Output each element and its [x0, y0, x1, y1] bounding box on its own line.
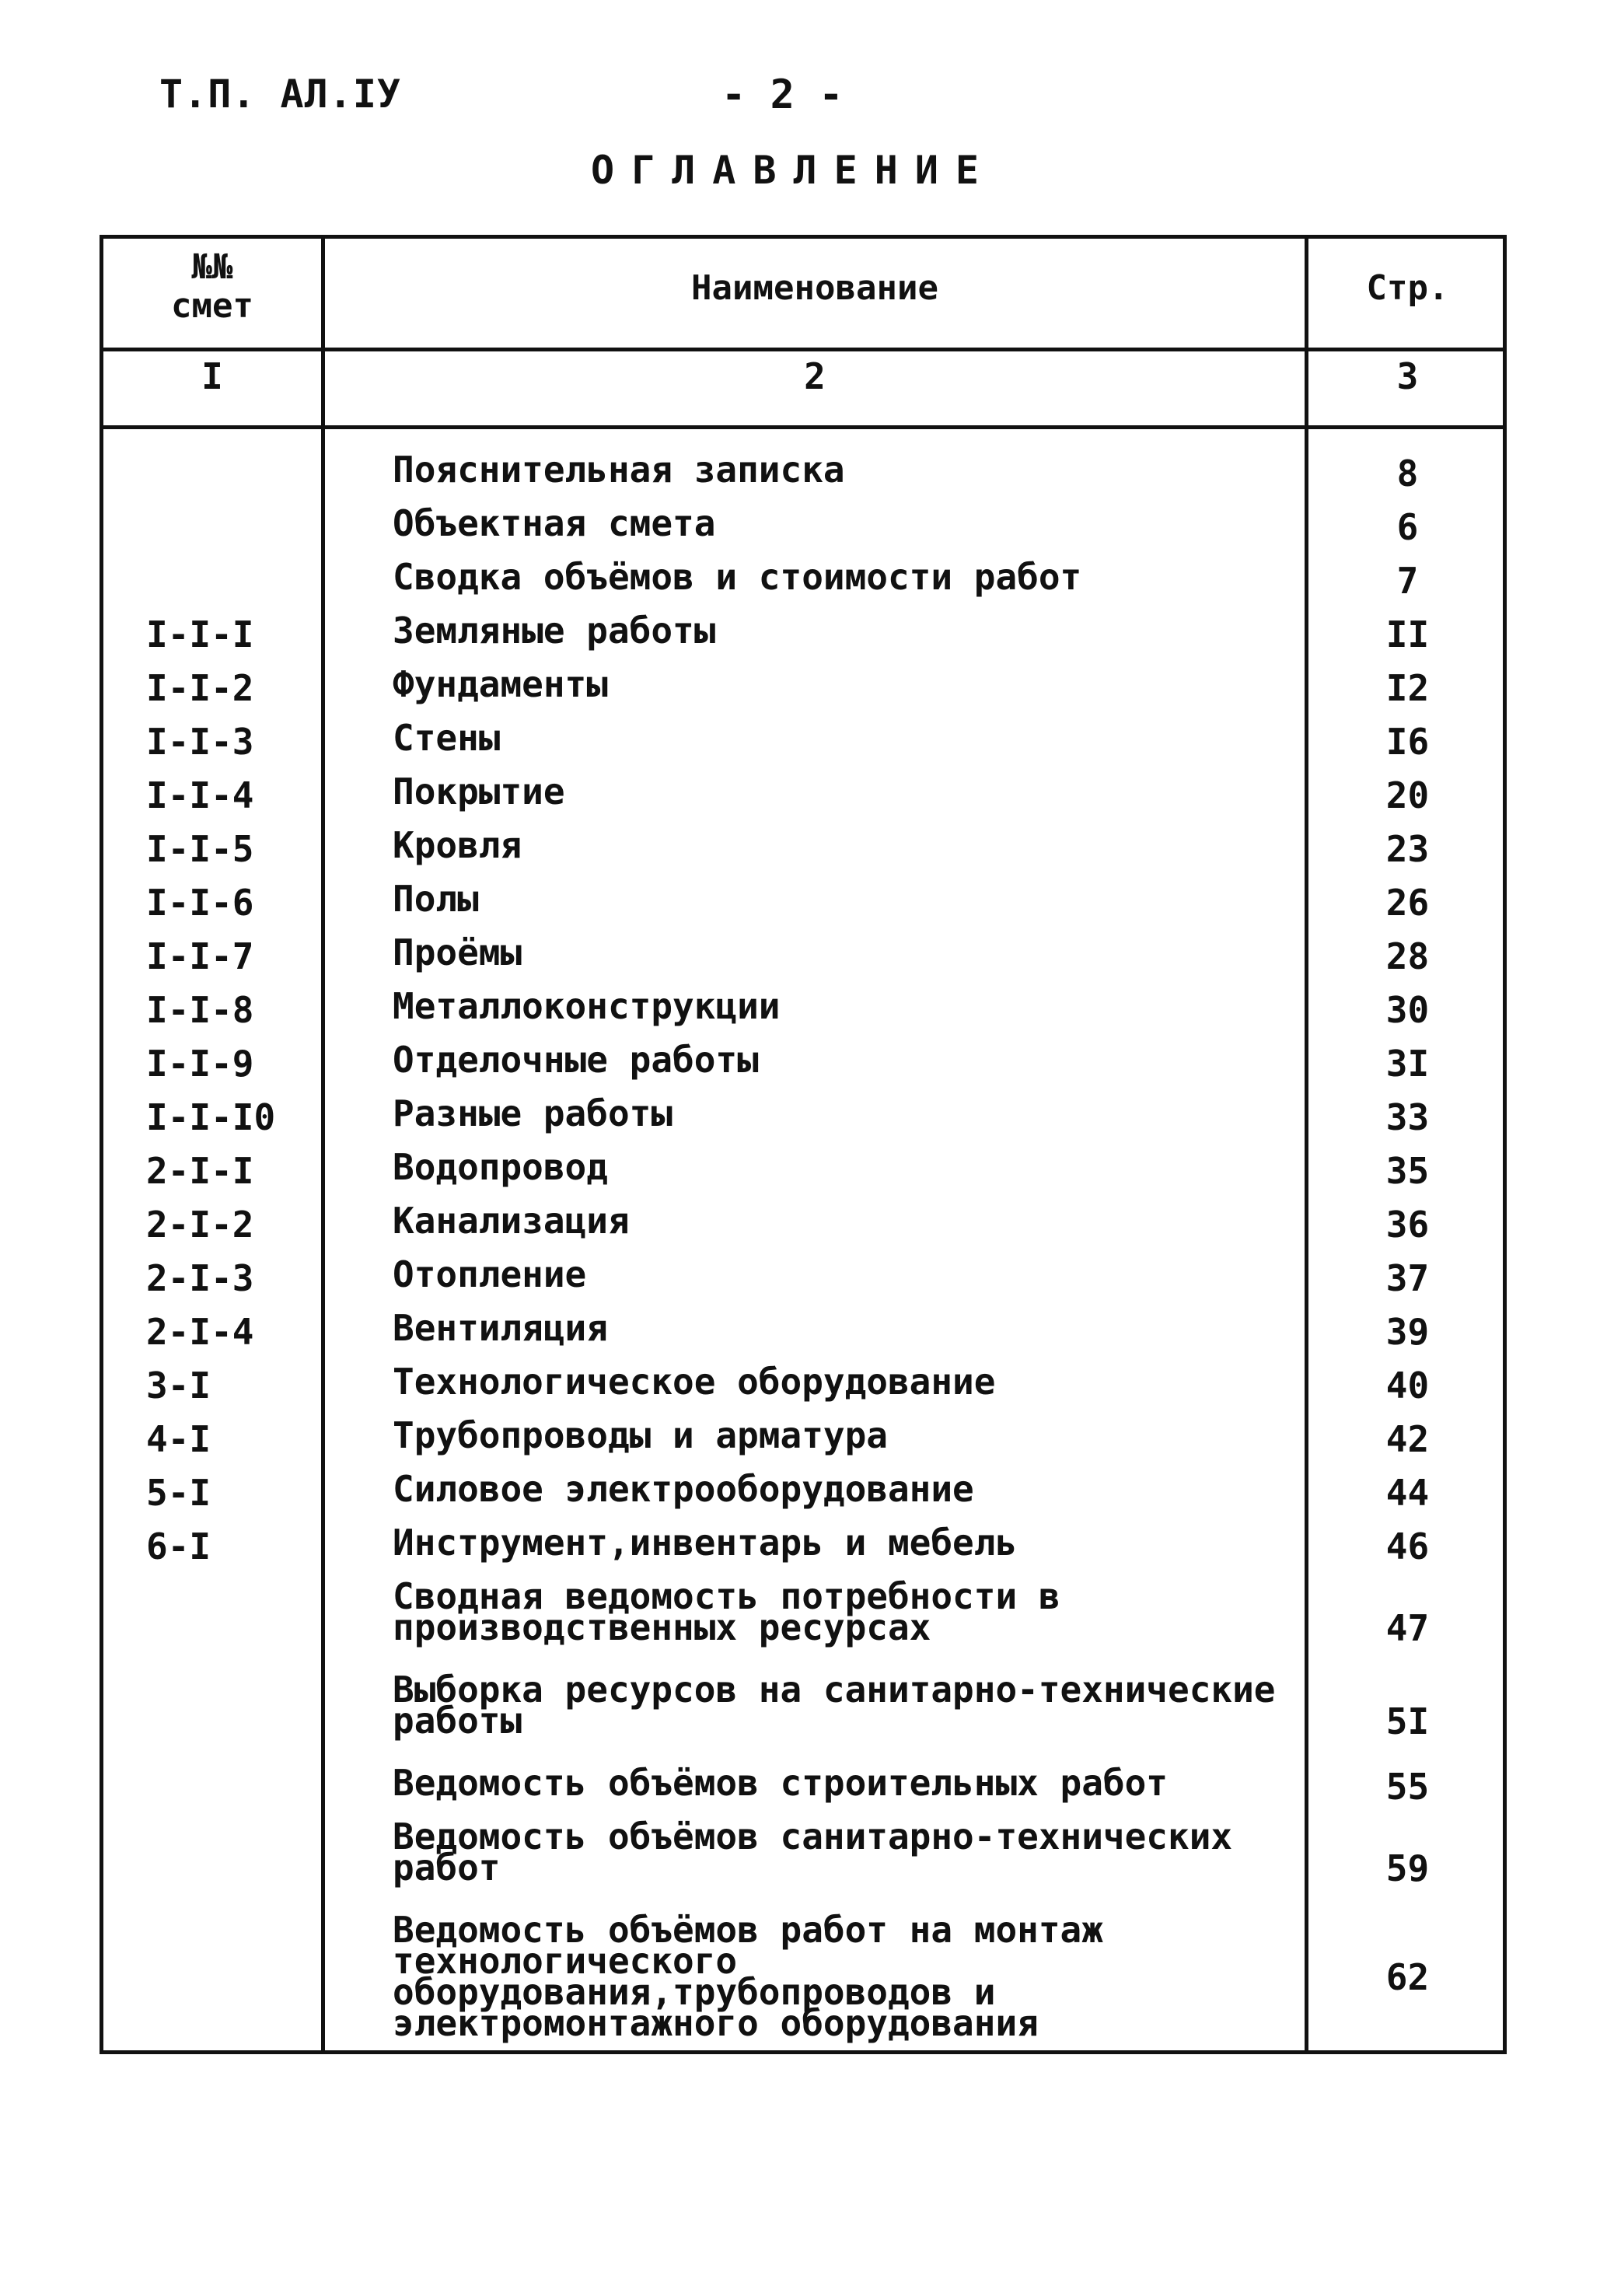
estimate-number: I-I-5 [146, 828, 254, 870]
section-name: Кровля [393, 824, 522, 866]
table-row [103, 606, 1503, 659]
row-divider [103, 425, 1503, 429]
table-row [103, 498, 1503, 552]
estimate-number: I-I-4 [146, 774, 254, 816]
page-reference: 6 [1396, 506, 1419, 548]
section-name: Сводная ведомость потребности в производственных ресурсах [393, 1575, 1060, 1648]
contents-rows [103, 445, 1503, 2044]
section-name: Проёмы [393, 931, 522, 973]
page-reference: 44 [1385, 1472, 1430, 1514]
estimate-number: I-I-8 [146, 989, 254, 1031]
page-reference: 46 [1385, 1525, 1430, 1567]
estimate-number: 4-I [146, 1418, 211, 1460]
estimate-number: 5-I [146, 1472, 211, 1514]
table-row [103, 1812, 1503, 1905]
page-reference: 8 [1396, 453, 1419, 494]
page-reference: I6 [1385, 721, 1430, 763]
section-name: Инструмент,инвентарь и мебель [393, 1522, 1018, 1564]
page-reference: 40 [1385, 1365, 1430, 1407]
estimate-number: I-I-9 [146, 1043, 254, 1085]
column-number-1: I [201, 355, 223, 397]
section-name: Отопление [393, 1253, 587, 1295]
page-number: - 2 - [721, 72, 844, 118]
page-reference: I2 [1385, 667, 1430, 709]
row-divider [103, 348, 1503, 351]
page-reference: 20 [1385, 774, 1430, 816]
table-row [103, 1905, 1503, 2044]
table-row [103, 981, 1503, 1035]
estimate-number: 6-I [146, 1525, 211, 1567]
table-row [103, 1410, 1503, 1464]
column-header-name: Наименование [691, 268, 938, 308]
section-name: Ведомость объёмов строительных работ [393, 1762, 1168, 1804]
estimate-number: I-I-I [146, 613, 254, 655]
page-reference: II [1385, 613, 1430, 655]
page-reference: 37 [1385, 1257, 1430, 1299]
section-name: Водопровод [393, 1146, 608, 1188]
estimate-number: I-I-2 [146, 667, 254, 709]
table-row [103, 1665, 1503, 1758]
estimate-number: 3-I [146, 1365, 211, 1407]
page-reference: 30 [1385, 989, 1430, 1031]
section-name: Отделочные работы [393, 1039, 759, 1081]
table-row [103, 1196, 1503, 1249]
estimate-number: 2-I-3 [146, 1257, 254, 1299]
page-reference: 36 [1385, 1204, 1430, 1246]
section-name: Покрытие [393, 771, 565, 813]
section-name: Разные работы [393, 1092, 673, 1134]
section-name: Фундаменты [393, 663, 608, 705]
contents-table [100, 235, 1507, 2054]
page-reference: 7 [1396, 560, 1419, 602]
section-name: Ведомость объёмов санитарно-технических работ [393, 1815, 1233, 1889]
section-name: Стены [393, 717, 501, 759]
table-row [103, 1518, 1503, 1571]
table-row [103, 445, 1503, 498]
page-reference: 28 [1385, 935, 1430, 977]
section-name: Канализация [393, 1200, 630, 1242]
estimate-number: I-I-I0 [146, 1096, 276, 1138]
section-name: Объектная смета [393, 502, 716, 544]
table-row [103, 767, 1503, 820]
page-title: ОГЛАВЛЕНИЕ [591, 148, 997, 193]
page-reference: 35 [1385, 1150, 1430, 1192]
page-reference: 3I [1385, 1043, 1430, 1085]
section-name: Металлоконструкции [393, 985, 781, 1027]
document-code: Т.П. АЛ.IУ [159, 72, 402, 117]
page-reference: 47 [1385, 1607, 1430, 1649]
column-header-estimate-number-line2: смет [171, 286, 253, 326]
section-name: Силовое электрооборудование [393, 1468, 974, 1510]
table-row [103, 1249, 1503, 1303]
table-row [103, 928, 1503, 981]
column-number-2: 2 [804, 355, 826, 397]
table-row [103, 1035, 1503, 1089]
table-row [103, 1571, 1503, 1665]
page-reference: 39 [1385, 1311, 1430, 1353]
estimate-number: I-I-3 [146, 721, 254, 763]
table-row [103, 820, 1503, 874]
section-name: Пояснительная записка [393, 449, 845, 491]
column-header-page: Стр. [1366, 268, 1449, 308]
estimate-number: 2-I-I [146, 1150, 254, 1192]
table-row [103, 1142, 1503, 1196]
section-name: Полы [393, 878, 479, 920]
estimate-number: 2-I-4 [146, 1311, 254, 1353]
column-header-estimate-number-line1: №№ [191, 247, 233, 287]
section-name: Технологическое оборудование [393, 1361, 996, 1403]
table-row [103, 552, 1503, 606]
table-row [103, 874, 1503, 928]
page-reference: 42 [1385, 1418, 1430, 1460]
column-header-estimate-number [103, 248, 321, 326]
section-name: Выборка ресурсов на санитарно-технические работы [393, 1669, 1276, 1742]
page-reference: 26 [1385, 882, 1430, 924]
section-name: Земляные работы [393, 610, 716, 652]
table-row [103, 659, 1503, 713]
estimate-number: I-I-7 [146, 935, 254, 977]
page-reference: 5I [1385, 1700, 1430, 1742]
page-reference: 23 [1385, 828, 1430, 870]
table-row [103, 1464, 1503, 1518]
table-row [103, 713, 1503, 767]
page-reference: 59 [1385, 1847, 1430, 1889]
page-reference: 55 [1385, 1766, 1430, 1808]
page-reference: 33 [1385, 1096, 1430, 1138]
table-row [103, 1089, 1503, 1142]
section-name: Вентиляция [393, 1307, 608, 1349]
estimate-number: 2-I-2 [146, 1204, 254, 1246]
section-name: Сводка объёмов и стоимости работ [393, 556, 1082, 598]
table-row [103, 1357, 1503, 1410]
section-name: Ведомость объёмов работ на монтаж технологического оборудования,трубопроводов и электромонтажного оборудования [393, 1909, 1103, 2044]
estimate-number: I-I-6 [146, 882, 254, 924]
section-name: Трубопроводы и арматура [393, 1414, 888, 1456]
table-row [103, 1758, 1503, 1812]
table-row [103, 1303, 1503, 1357]
page-reference: 62 [1385, 1956, 1430, 1998]
column-number-3: 3 [1396, 355, 1419, 397]
